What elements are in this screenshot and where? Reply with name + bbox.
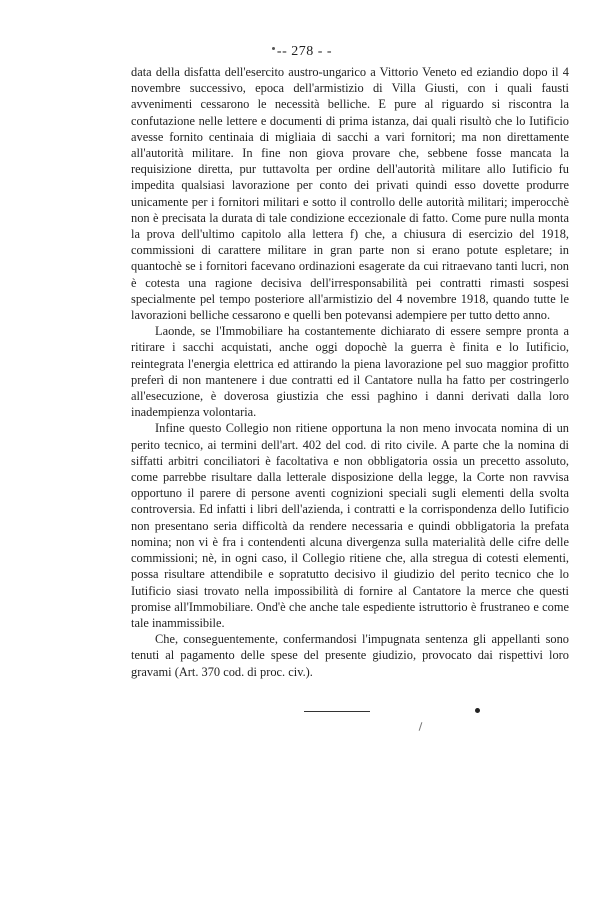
paragraph-3: Infine questo Collegio non ritiene opportuna la non meno invocata nomina di un perito tecnico, ai termini dell'art. 402 del cod. di rito civile. A parte che la nomina di siffatti arbitri conciliatori è facoltativa e non obbligatoria ossia un precetto assoluto, come parrebbe risultare dalla letterale disposizione della legge, la Corte non ravvisa opportuno il parere di persone aventi cognizioni speciali sugli elementi della svolta controversia. Ed infatti i libri dell'azienda, i contratti e la corrispondenza dello Iutificio non presentano seria difficoltà da rendere necessaria e quindi obbligatoria la prefata nomina; non vi è fra i contendenti alcuna divergenza sulla materialità delle cifre delle commissioni; nè, in ogni caso, il Collegio ritiene che, alla stregua di cotesti elementi, possa risultare attendibile e sopratutto decisivo il giudizio del perito tecnico che lo Iutificio siasi trovato nella impossibilità di fornire al Cantatore la merce che questi promise all'Immobiliare. Ond'è che anche tale espediente istruttorio è frustraneo e come tale inammissibile. bbox=[131, 421, 569, 630]
paragraph-1: data della disfatta dell'esercito austro-ungarico a Vittorio Veneto ed eziandio dopo il 4 novembre successivo, epoca dell'armistizio di Villa Giusti, con i quali fausti avvenimenti cessarono le necessità belliche. E pure al riguardo si riscontra la confutazione nelle lettere e documenti di prima istanza, dai quali risultò che lo Iutificio avesse fornito centinaia di migliaia di sacchi a vari fornitori; ma non direttamente all'autorità militare. In fine non giova provare che, sebbene fosse mancata la requisizione diretta, pur tuttavolta per ordine dell'autorità militare allo Iutificio fu impedita qualsiasi lavorazione per conto dei privati quindi esso dovette produrre unicamente per i fornitori militari e sotto il controllo delle autorità militari; imperocchè non è precisata la durata di tale condizione eccezionale di fatto. Come pure nulla monta la prova dell'ultimo capitolo alla lettera f) che, a chiusura di esercizio del 1918, commissioni di carattere militare in gran parte non si erano potute espletare; in quantochè se i fornitori facevano ordinazioni esagerate da cui ritraevano tanti lucri, non è cotesta una ragione decisiva dell'irresponsabilità pei contratti rimasti sospesi specialmente pel tempo posteriore all'armistizio del 4 novembre 1918, quando tutte le lavorazioni belliche cessarono e quelli ben potevansi adempiere per tutto detto anno. bbox=[131, 65, 569, 323]
page-number: -- 278 - - bbox=[276, 44, 333, 59]
pencil-mark bbox=[419, 722, 423, 731]
paragraph-4: Che, conseguentemente, confermandosi l'impugnata sentenza gli appellanti sono tenuti al pagamento delle spese del presente giudizio, provocato dai rispettivi loro gravami (Art. 370 cod. di proc. civ.). bbox=[131, 632, 569, 679]
paragraph-2: Laonde, se l'Immobiliare ha costantemente dichiarato di essere sempre pronta a ritirare i sacchi acquistati, anche oggi dopochè la guerra è finita e lo Iutificio, reintegrata l'energia elettrica ed attirando la piena lavorazione pel suo maggior profitto preferì di non mantenere i due contratti ed il Cantatore nulla ha fatto per costringerlo all'esecuzione, è doverosa giustizia che essi paghino i danni derivati dalla loro inadempienza volontaria. bbox=[131, 324, 569, 420]
body-text bbox=[131, 64, 569, 680]
closing-rule bbox=[304, 711, 370, 712]
ink-dot bbox=[475, 708, 480, 713]
